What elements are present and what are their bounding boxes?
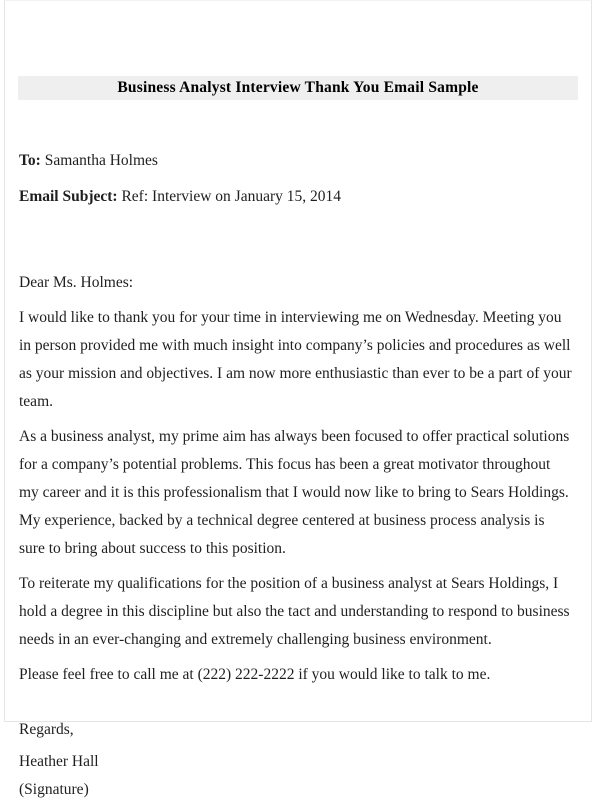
subject-value: Ref: Interview on January 15, 2014 [121,188,341,205]
paragraph-experience: As a business analyst, my prime aim has always been focused to offer practical solutions for a company’s potential problems. This focus has been a great motivator throughout my career and it is this professionalism that I would now like to bring to Sears Holdings. My experience, backed by a technical degree centered at business process analysis is sure to bring about success to this position. [19,428,570,557]
paragraph-thank-you: I would like to thank you for your time in interviewing me on Wednesday. Meeting you in person provided me with much insight into company’s policies and procedures as well as your mission and objectives. I am now more enthusiastic than ever to be a part of your team. [19,309,572,410]
document-page [4,0,592,798]
document-title: Business Analyst Interview Thank You Email Sample [117,79,479,96]
subject-line [19,183,573,211]
paragraph-contact: Please feel free to call me at (222) 222-2222 if you would like to talk to me. [19,666,491,683]
subject-label: Email Subject: [19,188,118,205]
to-value: Samantha Holmes [44,152,158,169]
signature-name: Heather Hall [19,753,99,770]
paragraph-qualifications: To reiterate my qualifications for the position of a business analyst at Sears Holdings, I hold a degree in this discipline but also the tact and understanding to respond to business needs in an ever-changing and extremely challenging business environment. [19,575,570,648]
greeting: Dear Ms. Holmes: [19,274,134,291]
letter-body [5,147,591,804]
to-line [19,147,573,175]
closing: Regards, [19,721,74,738]
to-label: To: [19,152,41,169]
document-title-bar [18,76,578,100]
signature-note: (Signature) [19,781,89,798]
